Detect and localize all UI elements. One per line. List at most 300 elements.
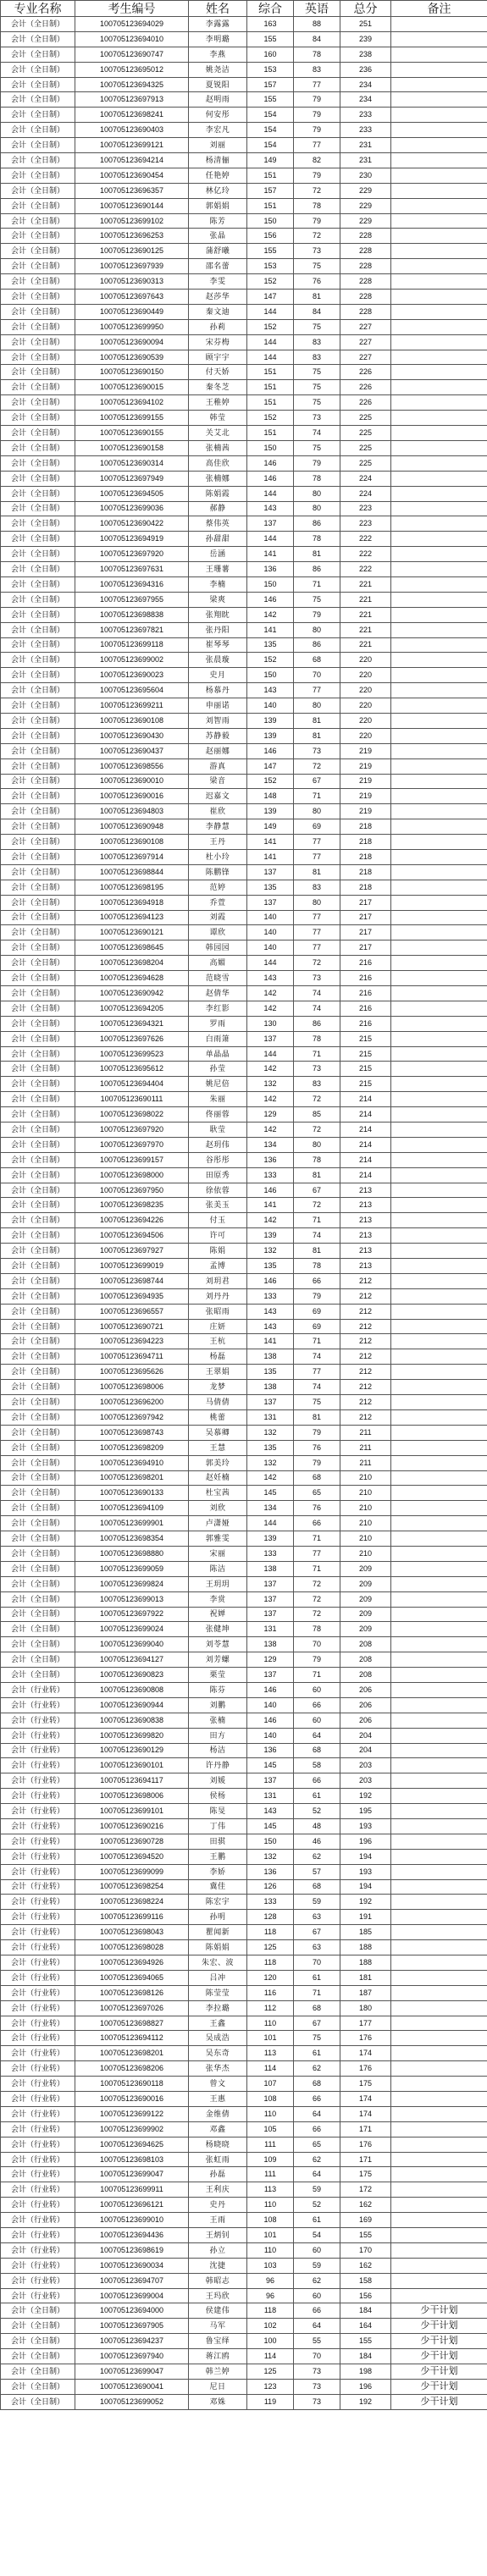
- total-cell: 210: [340, 1531, 391, 1547]
- total-cell: 212: [340, 1304, 391, 1319]
- english-cell: 64: [294, 2167, 340, 2182]
- candidate-id-cell: 100705123694321: [75, 1016, 189, 1031]
- major-cell: 会计（全日制）: [1, 1561, 75, 1576]
- name-cell: 鲁宝绎: [189, 2334, 247, 2349]
- name-cell: 张丹阳: [189, 622, 247, 637]
- total-cell: 208: [340, 1652, 391, 1668]
- note-cell: [391, 455, 487, 471]
- english-cell: 64: [294, 1728, 340, 1743]
- candidate-id-cell: 100705123699121: [75, 138, 189, 153]
- table-row: [1, 2137, 487, 2152]
- total-cell: 210: [340, 1501, 391, 1516]
- note-cell: [391, 501, 487, 516]
- major-cell: 会计（全日制）: [1, 1031, 75, 1046]
- name-cell: 郝静: [189, 501, 247, 516]
- comprehensive-cell: 113: [247, 2182, 294, 2198]
- table-row: [1, 910, 487, 925]
- total-cell: 185: [340, 1925, 391, 1940]
- table-row: [1, 2121, 487, 2137]
- english-cell: 64: [294, 2106, 340, 2121]
- table-row: [1, 1107, 487, 1123]
- note-cell: [391, 244, 487, 259]
- name-cell: 刘霞: [189, 910, 247, 925]
- english-cell: 77: [294, 910, 340, 925]
- major-cell: 会计（行业转）: [1, 1789, 75, 1804]
- comprehensive-cell: 154: [247, 138, 294, 153]
- comprehensive-cell: 142: [247, 1470, 294, 1486]
- total-cell: 229: [340, 213, 391, 229]
- table-row: [1, 1668, 487, 1683]
- note-cell: [391, 304, 487, 319]
- candidate-id-cell: 100705123698556: [75, 758, 189, 774]
- comprehensive-cell: 133: [247, 1167, 294, 1183]
- comprehensive-cell: 136: [247, 1152, 294, 1167]
- major-cell: 会计（行业转）: [1, 2031, 75, 2046]
- table-row: [1, 713, 487, 728]
- table-row: [1, 1440, 487, 1455]
- comprehensive-cell: 132: [247, 1077, 294, 1092]
- note-cell: [391, 1652, 487, 1668]
- major-cell: 会计（全日制）: [1, 668, 75, 683]
- candidate-id-cell: 100705123697940: [75, 2349, 189, 2364]
- major-cell: 会计（全日制）: [1, 108, 75, 123]
- candidate-id-cell: 100705123690118: [75, 2077, 189, 2092]
- note-cell: [391, 471, 487, 486]
- major-cell: 会计（行业转）: [1, 1910, 75, 1925]
- comprehensive-cell: 135: [247, 637, 294, 653]
- name-cell: 冀佳: [189, 1879, 247, 1895]
- major-cell: 会计（全日制）: [1, 1244, 75, 1259]
- table-row: [1, 1334, 487, 1349]
- name-cell: 高佳欣: [189, 455, 247, 471]
- english-cell: 75: [294, 365, 340, 380]
- english-cell: 59: [294, 1895, 340, 1910]
- candidate-id-cell: 100705123699824: [75, 1576, 189, 1591]
- english-cell: 77: [294, 683, 340, 698]
- major-cell: 会计（全日制）: [1, 1516, 75, 1531]
- total-cell: 213: [340, 1228, 391, 1244]
- note-cell: [391, 2046, 487, 2061]
- total-cell: 212: [340, 1288, 391, 1304]
- english-cell: 72: [294, 229, 340, 244]
- header-candidate-id: 考生编号: [75, 1, 189, 17]
- total-cell: 208: [340, 1637, 391, 1652]
- candidate-id-cell: 100705123690728: [75, 1834, 189, 1849]
- english-cell: 71: [294, 1213, 340, 1228]
- major-cell: 会计（行业转）: [1, 1713, 75, 1728]
- note-cell: [391, 1697, 487, 1713]
- note-cell: [391, 940, 487, 956]
- table-row: [1, 274, 487, 290]
- total-cell: 206: [340, 1713, 391, 1728]
- major-cell: 会计（全日制）: [1, 516, 75, 532]
- name-cell: 陈鹏锋: [189, 864, 247, 880]
- note-cell: [391, 2258, 487, 2273]
- major-cell: 会计（全日制）: [1, 1607, 75, 1622]
- name-cell: 杨清俪: [189, 153, 247, 168]
- english-cell: 74: [294, 1349, 340, 1365]
- major-cell: 会计（全日制）: [1, 1183, 75, 1198]
- english-cell: 60: [294, 1682, 340, 1697]
- name-cell: 杨晓晓: [189, 2137, 247, 2152]
- table-row: [1, 1349, 487, 1365]
- total-cell: 211: [340, 1425, 391, 1440]
- table-row: [1, 1622, 487, 1637]
- name-cell: 苏静毅: [189, 728, 247, 743]
- table-row: [1, 1697, 487, 1713]
- name-cell: 郭雅雯: [189, 1531, 247, 1547]
- table-row: [1, 637, 487, 653]
- note-cell: [391, 2198, 487, 2213]
- name-cell: 侯杨: [189, 1789, 247, 1804]
- major-cell: 会计（全日制）: [1, 562, 75, 577]
- english-cell: 80: [294, 501, 340, 516]
- name-cell: 乔萱: [189, 895, 247, 910]
- major-cell: 会计（全日制）: [1, 229, 75, 244]
- note-cell: [391, 653, 487, 668]
- comprehensive-cell: 137: [247, 1031, 294, 1046]
- note-cell: [391, 2077, 487, 2092]
- total-cell: 221: [340, 622, 391, 637]
- major-cell: 会计（行业转）: [1, 1728, 75, 1743]
- name-cell: 秦冬芝: [189, 380, 247, 395]
- note-cell: [391, 259, 487, 274]
- candidate-id-cell: 100705123699047: [75, 2167, 189, 2182]
- english-cell: 75: [294, 592, 340, 607]
- comprehensive-cell: 110: [247, 2198, 294, 2213]
- major-cell: 会计（行业转）: [1, 2061, 75, 2077]
- major-cell: 会计（全日制）: [1, 1107, 75, 1123]
- total-cell: 208: [340, 1668, 391, 1683]
- header-row: [1, 1, 487, 17]
- candidate-id-cell: 100705123690721: [75, 1319, 189, 1334]
- comprehensive-cell: 130: [247, 1016, 294, 1031]
- candidate-id-cell: 100705123694117: [75, 1773, 189, 1789]
- comprehensive-cell: 142: [247, 607, 294, 622]
- total-cell: 180: [340, 2000, 391, 2016]
- name-cell: 刘丹丹: [189, 1288, 247, 1304]
- total-cell: 218: [340, 835, 391, 850]
- table-row: [1, 2213, 487, 2228]
- comprehensive-cell: 143: [247, 1319, 294, 1334]
- name-cell: 朱宏、波: [189, 1955, 247, 1971]
- total-cell: 155: [340, 2334, 391, 2349]
- major-cell: 会计（全日制）: [1, 728, 75, 743]
- total-cell: 219: [340, 804, 391, 819]
- comprehensive-cell: 139: [247, 713, 294, 728]
- major-cell: 会计（全日制）: [1, 864, 75, 880]
- note-cell: [391, 925, 487, 940]
- name-cell: 卢潇娅: [189, 1516, 247, 1531]
- table-row: [1, 1365, 487, 1380]
- comprehensive-cell: 141: [247, 849, 294, 864]
- candidate-id-cell: 100705123690942: [75, 986, 189, 1001]
- note-cell: [391, 2106, 487, 2121]
- candidate-id-cell: 100705123698844: [75, 864, 189, 880]
- name-cell: 李宏凡: [189, 123, 247, 138]
- comprehensive-cell: 137: [247, 1773, 294, 1789]
- candidate-id-cell: 100705123690094: [75, 334, 189, 350]
- name-cell: 赵丽娜: [189, 743, 247, 758]
- name-cell: 任艳婷: [189, 168, 247, 183]
- note-cell: [391, 622, 487, 637]
- note-cell: 少干计划: [391, 2349, 487, 2364]
- major-cell: 会计（行业转）: [1, 1697, 75, 1713]
- table-row: [1, 743, 487, 758]
- major-cell: 会计（全日制）: [1, 1380, 75, 1395]
- candidate-id-cell: 100705123690808: [75, 1682, 189, 1697]
- total-cell: 175: [340, 2167, 391, 2182]
- note-cell: [391, 290, 487, 305]
- english-cell: 73: [294, 2394, 340, 2409]
- table-row: [1, 1895, 487, 1910]
- note-cell: [391, 1985, 487, 2000]
- table-row: [1, 1773, 487, 1789]
- note-cell: [391, 1955, 487, 1971]
- table-row: [1, 1137, 487, 1152]
- table-row: [1, 123, 487, 138]
- name-cell: 陈洁: [189, 1561, 247, 1576]
- english-cell: 69: [294, 819, 340, 835]
- comprehensive-cell: 138: [247, 1637, 294, 1652]
- english-cell: 86: [294, 1016, 340, 1031]
- name-cell: 罗雨: [189, 1016, 247, 1031]
- total-cell: 221: [340, 592, 391, 607]
- table-row: [1, 1591, 487, 1607]
- candidate-id-cell: 100705123694625: [75, 2137, 189, 2152]
- major-cell: 会计（行业转）: [1, 1773, 75, 1789]
- comprehensive-cell: 135: [247, 1259, 294, 1274]
- comprehensive-cell: 151: [247, 380, 294, 395]
- name-cell: 王丹: [189, 835, 247, 850]
- english-cell: 48: [294, 1818, 340, 1834]
- comprehensive-cell: 150: [247, 213, 294, 229]
- table-row: [1, 1652, 487, 1668]
- english-cell: 77: [294, 1365, 340, 1380]
- candidate-id-cell: 100705123694919: [75, 532, 189, 547]
- major-cell: 会计（全日制）: [1, 576, 75, 592]
- candidate-id-cell: 100705123698880: [75, 1546, 189, 1561]
- total-cell: 204: [340, 1728, 391, 1743]
- major-cell: 会计（全日制）: [1, 1409, 75, 1425]
- candidate-id-cell: 100705123697955: [75, 592, 189, 607]
- name-cell: 张晨璇: [189, 653, 247, 668]
- total-cell: 155: [340, 2228, 391, 2243]
- candidate-id-cell: 100705123690129: [75, 1743, 189, 1758]
- comprehensive-cell: 140: [247, 698, 294, 714]
- comprehensive-cell: 152: [247, 774, 294, 789]
- table-row: [1, 2258, 487, 2273]
- candidate-id-cell: 100705123690111: [75, 1092, 189, 1107]
- name-cell: 赵明雨: [189, 92, 247, 108]
- comprehensive-cell: 134: [247, 1501, 294, 1516]
- comprehensive-cell: 146: [247, 471, 294, 486]
- name-cell: 田骐: [189, 1834, 247, 1849]
- comprehensive-cell: 142: [247, 1001, 294, 1016]
- comprehensive-cell: 109: [247, 2152, 294, 2167]
- table-row: [1, 1728, 487, 1743]
- english-cell: 83: [294, 880, 340, 895]
- comprehensive-cell: 135: [247, 880, 294, 895]
- comprehensive-cell: 108: [247, 2092, 294, 2107]
- comprehensive-cell: 101: [247, 2228, 294, 2243]
- english-cell: 85: [294, 1107, 340, 1123]
- name-cell: 张美玉: [189, 1198, 247, 1213]
- major-cell: 会计（行业转）: [1, 1849, 75, 1864]
- total-cell: 233: [340, 123, 391, 138]
- name-cell: 白雨箫: [189, 1031, 247, 1046]
- english-cell: 74: [294, 1380, 340, 1395]
- major-cell: 会计（全日制）: [1, 1470, 75, 1486]
- comprehensive-cell: 138: [247, 1561, 294, 1576]
- total-cell: 209: [340, 1591, 391, 1607]
- total-cell: 220: [340, 713, 391, 728]
- candidate-id-cell: 100705123694065: [75, 1970, 189, 1985]
- total-cell: 216: [340, 971, 391, 986]
- comprehensive-cell: 103: [247, 2258, 294, 2273]
- name-cell: 蒋江鸥: [189, 2349, 247, 2364]
- english-cell: 59: [294, 2182, 340, 2198]
- name-cell: 陈芬: [189, 1682, 247, 1697]
- name-cell: 李雯: [189, 274, 247, 290]
- candidate-id-cell: 100705123697949: [75, 471, 189, 486]
- comprehensive-cell: 149: [247, 819, 294, 835]
- major-cell: 会计（全日制）: [1, 1198, 75, 1213]
- table-body: [1, 17, 487, 2410]
- candidate-id-cell: 100705123690023: [75, 668, 189, 683]
- english-cell: 81: [294, 728, 340, 743]
- candidate-id-cell: 100705123698645: [75, 940, 189, 956]
- major-cell: 会计（全日制）: [1, 1486, 75, 1501]
- table-row: [1, 304, 487, 319]
- name-cell: 蒲舒曦: [189, 244, 247, 259]
- name-cell: 刘智雨: [189, 713, 247, 728]
- major-cell: 会计（全日制）: [1, 486, 75, 501]
- english-cell: 72: [294, 183, 340, 198]
- total-cell: 224: [340, 471, 391, 486]
- english-cell: 62: [294, 2152, 340, 2167]
- total-cell: 227: [340, 350, 391, 365]
- major-cell: 会计（全日制）: [1, 31, 75, 47]
- major-cell: 会计（全日制）: [1, 426, 75, 441]
- comprehensive-cell: 131: [247, 1409, 294, 1425]
- major-cell: 会计（全日制）: [1, 1319, 75, 1334]
- note-cell: [391, 2000, 487, 2016]
- comprehensive-cell: 132: [247, 1244, 294, 1259]
- candidate-id-cell: 100705123697914: [75, 849, 189, 864]
- table-row: [1, 31, 487, 47]
- total-cell: 219: [340, 758, 391, 774]
- total-cell: 219: [340, 774, 391, 789]
- note-cell: [391, 168, 487, 183]
- name-cell: 顾宇宇: [189, 350, 247, 365]
- english-cell: 81: [294, 1244, 340, 1259]
- note-cell: [391, 2137, 487, 2152]
- major-cell: 会计（全日制）: [1, 774, 75, 789]
- candidate-id-cell: 100705123697942: [75, 1409, 189, 1425]
- total-cell: 162: [340, 2258, 391, 2273]
- table-row: [1, 880, 487, 895]
- comprehensive-cell: 144: [247, 532, 294, 547]
- comprehensive-cell: 154: [247, 123, 294, 138]
- table-row: [1, 1789, 487, 1804]
- name-cell: 栗莹: [189, 1668, 247, 1683]
- major-cell: 会计（全日制）: [1, 986, 75, 1001]
- major-cell: 会计（行业转）: [1, 2077, 75, 2092]
- table-row: [1, 455, 487, 471]
- name-cell: 王惠: [189, 2092, 247, 2107]
- total-cell: 217: [340, 895, 391, 910]
- candidate-id-cell: 100705123699157: [75, 1152, 189, 1167]
- english-cell: 81: [294, 547, 340, 562]
- name-cell: 张华杰: [189, 2061, 247, 2077]
- header-major: 专业名称: [1, 1, 75, 17]
- total-cell: 222: [340, 547, 391, 562]
- comprehensive-cell: 132: [247, 1425, 294, 1440]
- total-cell: 192: [340, 1895, 391, 1910]
- table-row: [1, 2379, 487, 2394]
- note-cell: [391, 1395, 487, 1410]
- candidate-id-cell: 100705123694436: [75, 2228, 189, 2243]
- candidate-id-cell: 100705123697920: [75, 547, 189, 562]
- major-cell: 会计（行业转）: [1, 2258, 75, 2273]
- name-cell: 赵妊楠: [189, 1470, 247, 1486]
- name-cell: 郭娟娟: [189, 198, 247, 213]
- english-cell: 81: [294, 864, 340, 880]
- name-cell: 赵倩华: [189, 986, 247, 1001]
- english-cell: 71: [294, 1334, 340, 1349]
- table-row: [1, 108, 487, 123]
- total-cell: 215: [340, 1062, 391, 1077]
- comprehensive-cell: 144: [247, 334, 294, 350]
- comprehensive-cell: 110: [247, 2016, 294, 2031]
- major-cell: 会计（全日制）: [1, 2303, 75, 2319]
- name-cell: 瞿闻新: [189, 1925, 247, 1940]
- comprehensive-cell: 105: [247, 2121, 294, 2137]
- total-cell: 184: [340, 2349, 391, 2364]
- table-row: [1, 1910, 487, 1925]
- note-cell: [391, 789, 487, 804]
- comprehensive-cell: 157: [247, 77, 294, 92]
- candidate-id-cell: 100705123698254: [75, 1879, 189, 1895]
- english-cell: 79: [294, 607, 340, 622]
- english-cell: 72: [294, 1198, 340, 1213]
- total-cell: 216: [340, 1001, 391, 1016]
- note-cell: [391, 683, 487, 698]
- name-cell: 陈娟娟: [189, 1940, 247, 1955]
- total-cell: 213: [340, 1259, 391, 1274]
- note-cell: [391, 2242, 487, 2258]
- table-row: [1, 925, 487, 940]
- name-cell: 孙立: [189, 2242, 247, 2258]
- comprehensive-cell: 139: [247, 804, 294, 819]
- note-cell: [391, 2031, 487, 2046]
- total-cell: 223: [340, 516, 391, 532]
- name-cell: 马军: [189, 2319, 247, 2334]
- english-cell: 61: [294, 1789, 340, 1804]
- note-cell: [391, 713, 487, 728]
- total-cell: 219: [340, 743, 391, 758]
- total-cell: 203: [340, 1758, 391, 1773]
- name-cell: 陈娟: [189, 1244, 247, 1259]
- note-cell: [391, 92, 487, 108]
- english-cell: 76: [294, 1501, 340, 1516]
- major-cell: 会计（全日制）: [1, 1152, 75, 1167]
- candidate-id-cell: 100705123697905: [75, 2319, 189, 2334]
- note-cell: [391, 2228, 487, 2243]
- major-cell: 会计（全日制）: [1, 1228, 75, 1244]
- comprehensive-cell: 112: [247, 2000, 294, 2016]
